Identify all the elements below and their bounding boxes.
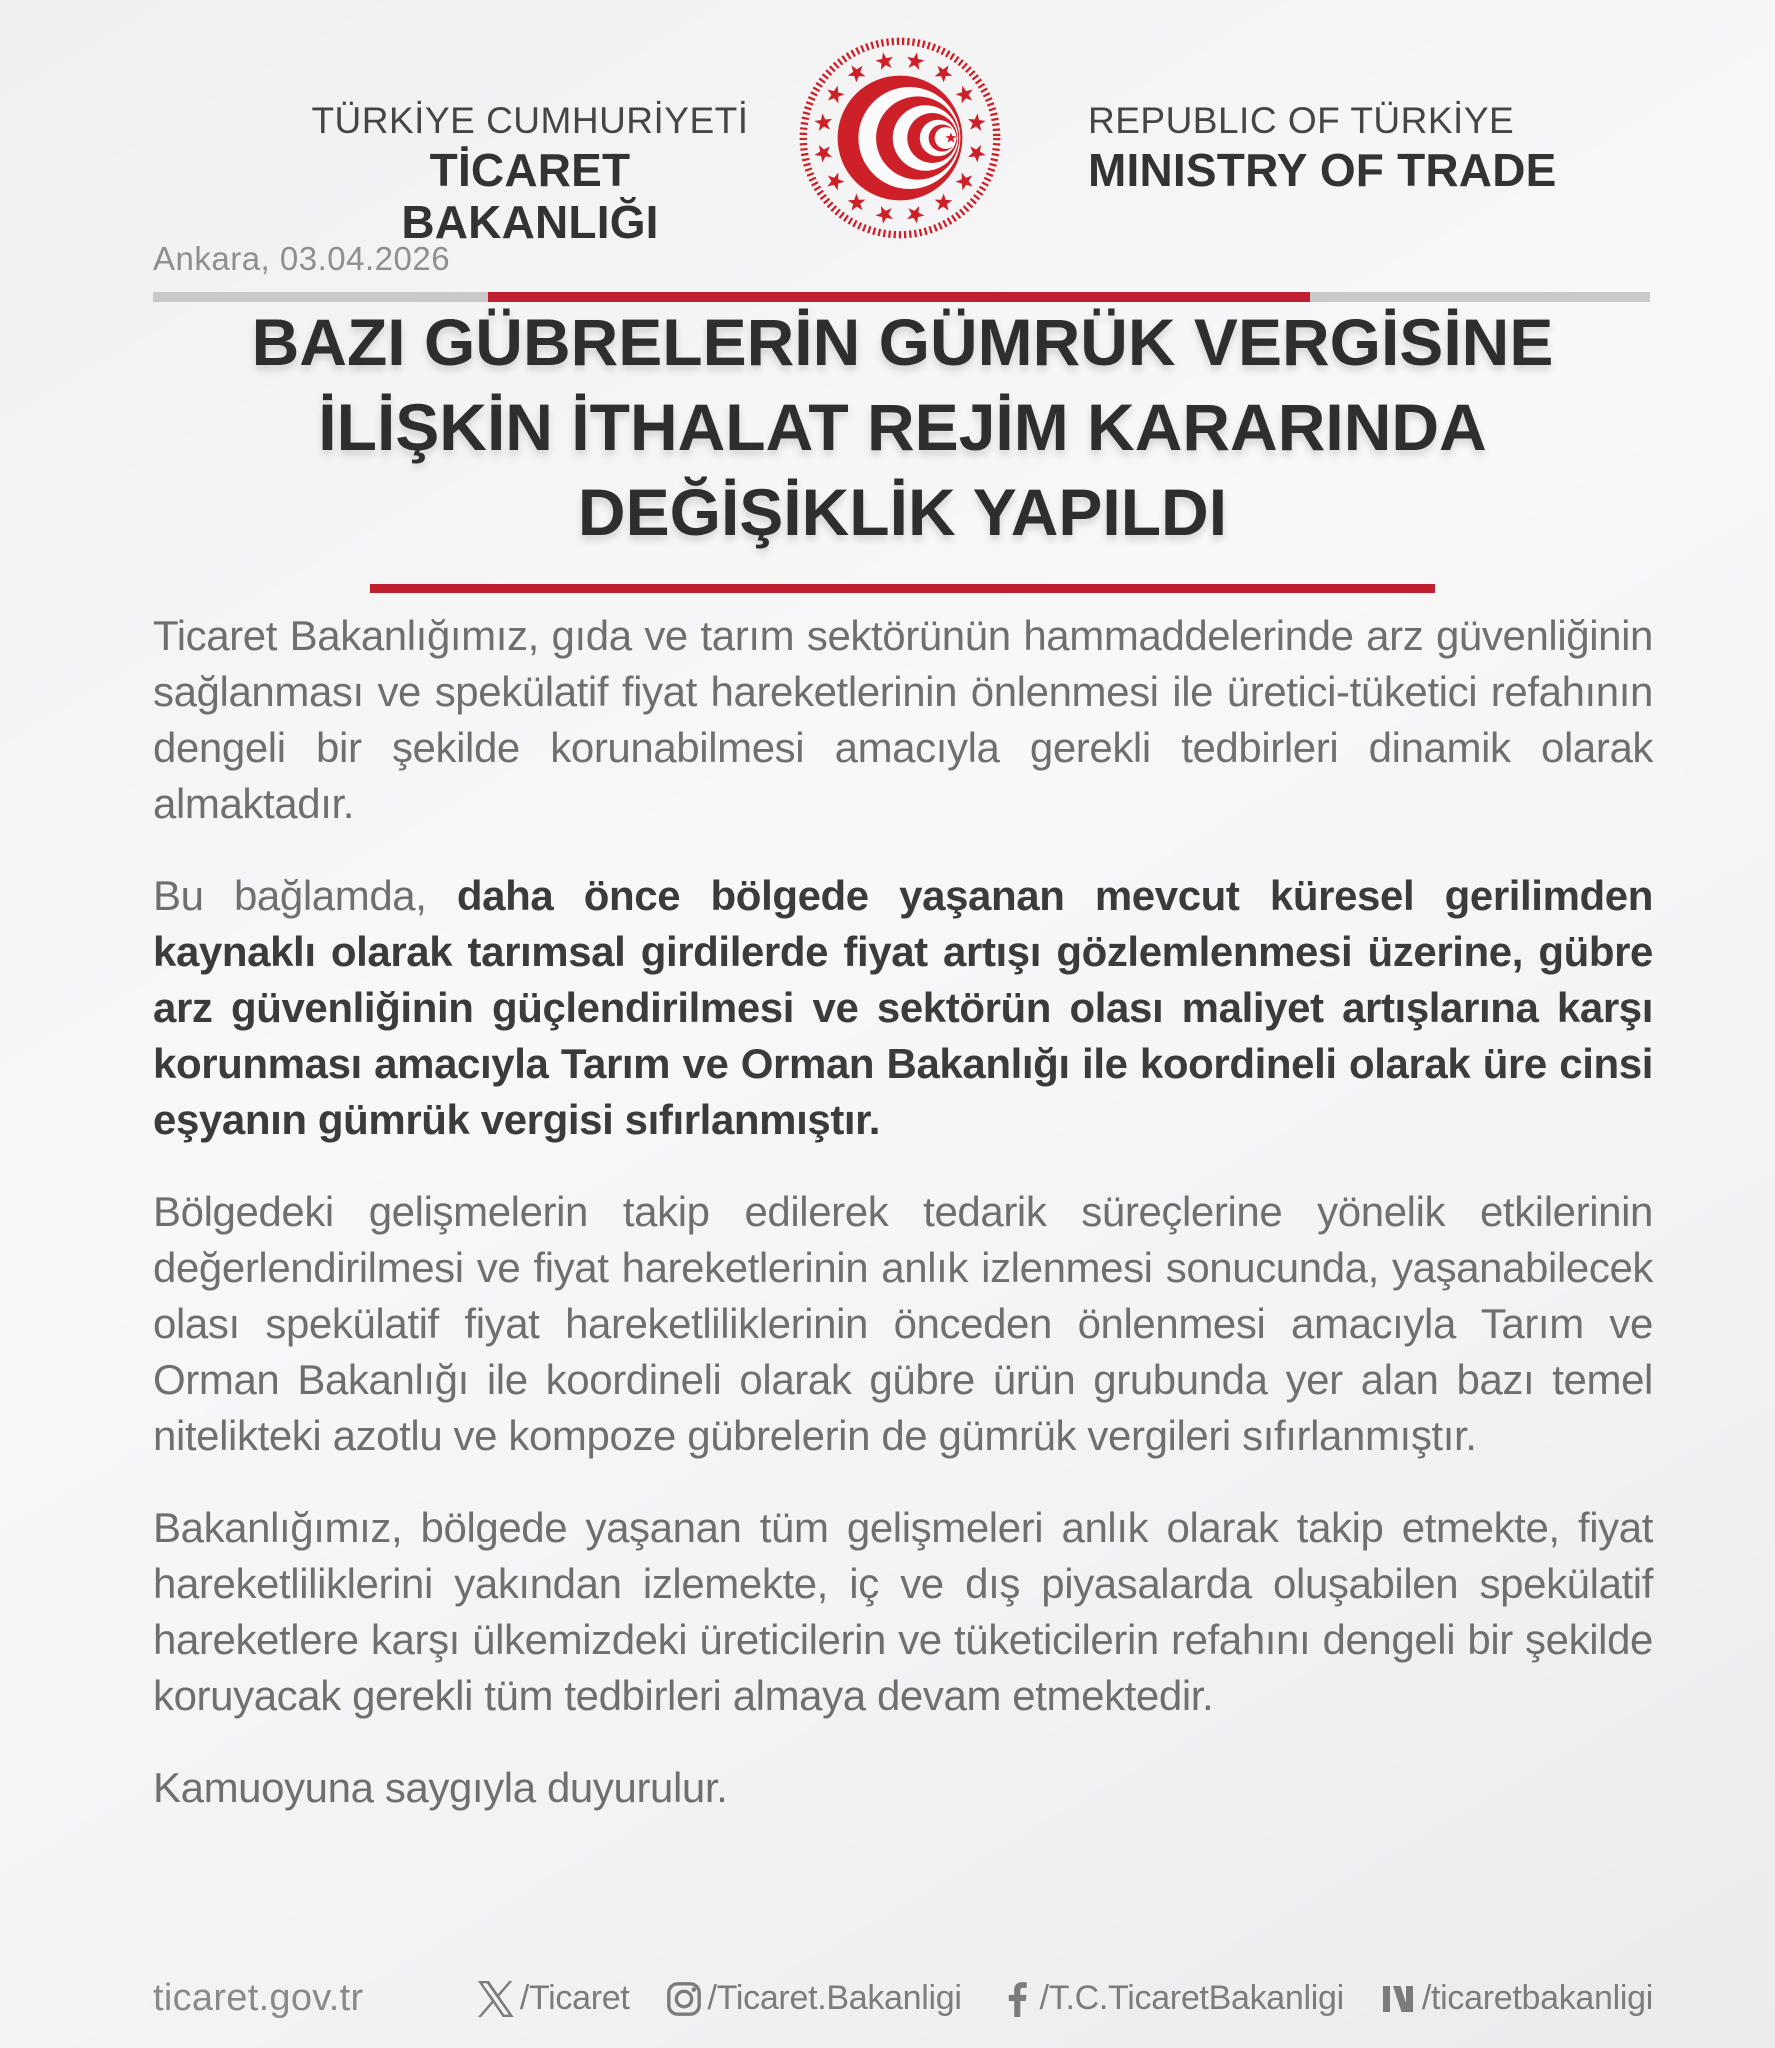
org-tr-line1: TÜRKİYE CUMHURİYETİ [311, 100, 749, 141]
nsosyal-icon [1380, 1981, 1416, 2017]
dateline: Ankara, 03.04.2026 [153, 240, 451, 277]
social-instagram-handle: /Ticaret.Bakanligi [707, 1979, 962, 2017]
social-nsosyal-handle: /ticaretbakanligi [1421, 1979, 1653, 2017]
social-instagram[interactable] [666, 1979, 962, 2018]
closing-line: Kamuoyuna saygıyla duyurulur. [153, 1764, 728, 1811]
social-x-handle: /Ticaret [519, 1979, 630, 2017]
x-icon [478, 1981, 514, 2017]
ministry-of-trade-logo [795, 34, 1005, 242]
instagram-icon [666, 1981, 702, 2017]
page-title [140, 300, 1665, 555]
paragraph-2 [153, 868, 1653, 1148]
org-en-line1: REPUBLIC OF TÜRKİYE [1088, 100, 1515, 141]
website-link[interactable]: ticaret.gov.tr [153, 1977, 364, 2019]
title-line-1: BAZI GÜBRELERİN GÜMRÜK VERGİSİNE [251, 305, 1554, 379]
title-underline [370, 584, 1435, 593]
social-nsosyal[interactable] [1380, 1979, 1653, 2018]
footer [153, 1977, 1653, 2020]
facebook-icon [998, 1981, 1034, 2017]
paragraph-3: Bölgedeki gelişmelerin takip edilerek tedarik süreçlerine yönelik etkilerinin değerlendirilmesi ve fiyat hareketlerinin anlık izlenmesi sonucunda, yaşanabilecek olası spekülatif fiyat hareketliliklerinin önceden önlenmesi amacıyla Tarım ve Orman Bakanlığı ile koordineli olarak gübre ürün grubunda yer alan bazı temel nitelikteki azotlu ve kompoze gübrelerin de gümrük vergileri sıfırlanmıştır. [153, 1188, 1653, 1459]
org-name-turkish [300, 98, 760, 248]
org-tr-line2: TİCARET BAKANLIĞI [401, 144, 659, 248]
paragraph-2-intro: Bu bağlamda, [153, 872, 457, 919]
org-name-english [1088, 98, 1568, 196]
social-links [478, 1979, 1653, 2018]
header [0, 0, 1775, 250]
social-facebook[interactable] [998, 1979, 1344, 2018]
paragraph-2-bold: daha önce bölgede yaşanan mevcut küresel gerilimden kaynaklı olarak tarımsal girdilerde fiyat artışı gözlemlenmesi üzerine, gübre arz güvenliğinin güçlendirilmesi ve sektörün olası maliyet artışlarına karşı korunması amacıyla Tarım ve Orman Bakanlığı ile koordineli olarak üre cinsi eşyanın gümrük vergisi sıfırlanmıştır. [153, 872, 1653, 1143]
social-facebook-handle: /T.C.TicaretBakanligi [1039, 1979, 1344, 2017]
title-line-2: İLİŞKİN İTHALAT REJİM KARARINDA [318, 390, 1487, 464]
ministry-emblem-icon [795, 34, 1005, 242]
title-line-3: DEĞİŞİKLİK YAPILDI [577, 475, 1228, 549]
paragraph-1: Ticaret Bakanlığımız, gıda ve tarım sektörünün hammaddelerinde arz güvenliğinin sağlanması ve spekülatif fiyat hareketlerinin önlenmesi ile üretici-tüketici refahının dengeli bir şekilde korunabilmesi amacıyla gerekli tedbirleri dinamik olarak almaktadır. [153, 612, 1653, 827]
org-en-line2: MINISTRY OF TRADE [1088, 144, 1557, 196]
paragraph-4: Bakanlığımız, bölgede yaşanan tüm gelişmeleri anlık olarak takip etmekte, fiyat hareketliliklerini yakından izlemekte, iç ve dış piyasalarda oluşabilen spekülatif hareketlere karşı ülkemizdeki üreticilerin ve tüketicilerin refahını dengeli bir şekilde koruyacak gerekli tüm tedbirleri almaya devam etmektedir. [153, 1504, 1653, 1719]
social-x[interactable] [478, 1979, 630, 2018]
body-copy [153, 594, 1653, 1852]
